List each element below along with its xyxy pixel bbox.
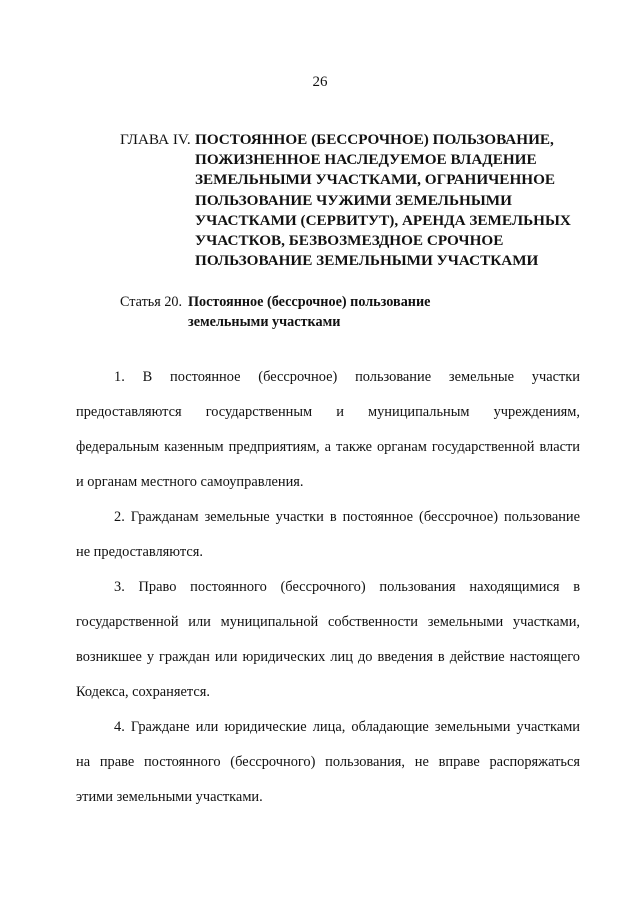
paragraph-1 bbox=[76, 360, 580, 500]
article-label: Статья 20. bbox=[120, 294, 183, 310]
paragraph-line: Кодекса, сохраняется. bbox=[76, 684, 210, 700]
paragraph-4 bbox=[76, 710, 580, 815]
paragraph-line: 3. Право постоянного (бессрочного) пользования находящимися в bbox=[114, 579, 580, 595]
paragraph-line: предоставляются государственным и муниципальным учреждениям, bbox=[76, 404, 580, 420]
paragraph-line: возникшее у граждан или юридических лиц до введения в действие настоящего bbox=[76, 649, 580, 665]
article-title bbox=[188, 292, 430, 332]
paragraph-line: на праве постоянного (бессрочного) пользования, не вправе распоряжаться bbox=[76, 754, 580, 770]
paragraph-line: 1. В постоянное (бессрочное) пользование земельные участки bbox=[114, 369, 580, 385]
paragraph-line: не предоставляются. bbox=[76, 544, 203, 560]
chapter-title-line: УЧАСТКОВ, БЕЗВОЗМЕЗДНОЕ СРОЧНОЕ bbox=[195, 232, 504, 250]
paragraph-2 bbox=[76, 500, 580, 570]
paragraph-3 bbox=[76, 570, 580, 710]
paragraph-line: федеральным казенным предприятиям, а также органам государственной власти bbox=[76, 439, 580, 455]
chapter-title-line: ПОЛЬЗОВАНИЕ ЗЕМЕЛЬНЫМИ УЧАСТКАМИ bbox=[195, 252, 539, 270]
article-title-line: Постоянное (бессрочное) пользование bbox=[188, 294, 431, 310]
chapter-title-line: ПОЖИЗНЕННОЕ НАСЛЕДУЕМОЕ ВЛАДЕНИЕ bbox=[195, 151, 537, 169]
paragraph-line: государственной или муниципальной собственности земельными участками, bbox=[76, 614, 580, 630]
page-number: 26 bbox=[312, 74, 328, 90]
chapter-heading bbox=[120, 130, 590, 271]
article-heading bbox=[120, 292, 520, 332]
paragraph-line: 2. Гражданам земельные участки в постоянное (бессрочное) пользование bbox=[114, 509, 580, 525]
article-title-line: земельными участками bbox=[188, 314, 341, 330]
paragraph-line: этими земельными участками. bbox=[76, 789, 263, 805]
paragraph-line: 4. Граждане или юридические лица, обладающие земельными участками bbox=[114, 719, 580, 735]
article-body bbox=[76, 360, 580, 815]
chapter-title-line: ПОЛЬЗОВАНИЕ ЧУЖИМИ ЗЕМЕЛЬНЫМИ bbox=[195, 191, 512, 209]
chapter-title-line: УЧАСТКАМИ (СЕРВИТУТ), АРЕНДА ЗЕМЕЛЬНЫХ bbox=[195, 211, 571, 229]
chapter-title bbox=[195, 130, 585, 271]
chapter-title-line: ЗЕМЕЛЬНЫМИ УЧАСТКАМИ, ОГРАНИЧЕННОЕ bbox=[195, 171, 556, 189]
chapter-title-line: ПОСТОЯННОЕ (БЕССРОЧНОЕ) ПОЛЬЗОВАНИЕ, bbox=[195, 131, 554, 148]
chapter-label: ГЛАВА IV. bbox=[120, 131, 191, 148]
paragraph-line: и органам местного самоуправления. bbox=[76, 474, 304, 490]
